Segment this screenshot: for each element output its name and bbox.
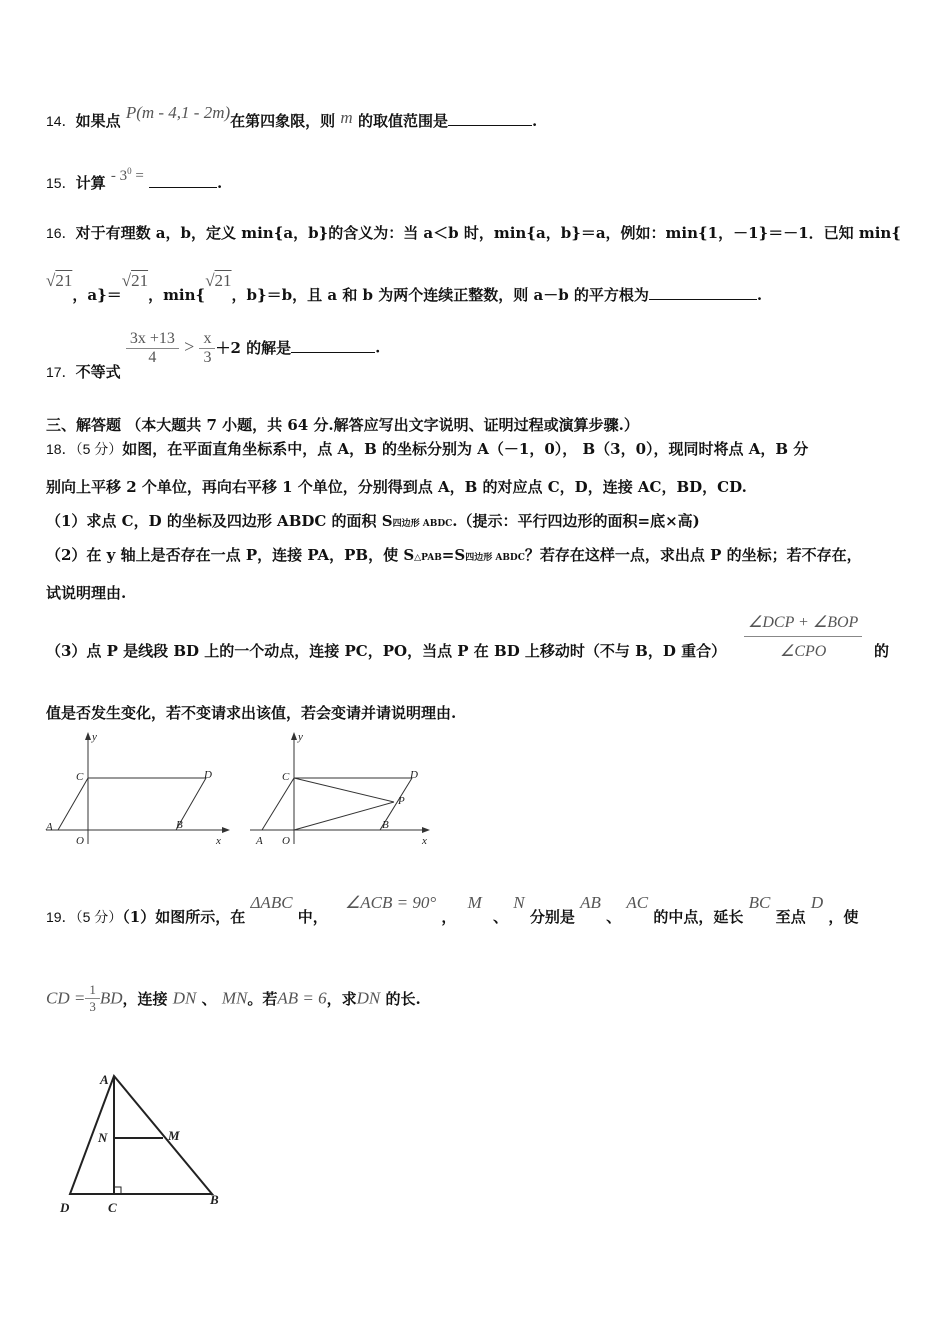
segment-cp [294,778,394,802]
question-18-part3-cont: 值是否发生变化，若不变请求出该值，若会变请并请说明理由. [46,704,457,722]
section-title: 三、解答题 （本大题共 7 小题，共 64 分.解答应写出文字说明、证明过程或演算步骤.） [46,416,639,434]
x-axis-arrow [422,827,430,833]
answer-blank[interactable] [149,173,217,188]
answer-blank[interactable] [448,111,532,126]
question-18-part3: （3）点 P 是线段 BD 上的一个动点，连接 PC，PO，当点 P 在 BD 上移动时（不与 B，D 重合） [46,642,727,660]
label-d: D [204,769,212,781]
question-19: 19．（5 分）（1）如图所示，在 ΔABC 中， ∠ACB = 90° ， M 、 N 分别是 AB 、 AC 的中点，延长 BC 至点 D ，使 [46,893,859,926]
label-a: A [100,1072,109,1087]
answer-blank[interactable] [291,338,375,353]
question-18-line2: 别向上平移 2 个单位，再向右平移 1 个单位，分别得到点 A，B 的对应点 C，D，连接 AC，BD，CD. [46,478,747,496]
fraction-2: $\frac{x}{3}$ [199,330,215,367]
question-18-part2: （2）在 y 轴上是否存在一点 P，连接 PA，PB，使 S△PAB=S四边形 ABDC？若存在这样一点，求出点 P 的坐标；若不存在， [46,546,862,564]
question-number: 18． [46,441,76,457]
triangle-adb [70,1076,212,1194]
segment-op [294,802,394,830]
label-y: y [298,731,303,743]
question-number: 19． [46,909,76,925]
y-axis-arrow [291,732,297,740]
label-o: O [76,835,84,847]
sqrt-21: √21 [46,271,73,290]
question-18: 18．（5 分）如图，在平面直角坐标系中，点 A，B 的坐标分别为 A（－1，0）， B（3，0），现同时将点 A，B 分 [46,440,809,458]
triangle-figure [50,1062,240,1222]
x-axis-arrow [222,827,230,833]
question-17: 17．不等式 $\frac{3x +13}{4}$ > $\frac{x}{3}$ ＋2 的解是 . [46,330,381,381]
label-d: D [60,1200,70,1215]
answer-blank[interactable] [649,285,757,300]
coordinate-figure-1 [40,728,240,848]
point-expression: P(m - 4,1 - 2m) [125,103,231,122]
question-number: 14． [46,113,76,129]
right-angle-mark [114,1187,121,1194]
label-o: O [282,835,290,847]
label-c: C [108,1200,117,1215]
question-16: 16．对于有理数 a，b，定义 min{a，b}的含义为：当 a＜b 时，min{a，b}＝a，例如：min{1，－1}＝－1．已知 min{ [46,224,901,242]
parallelogram-abdc [58,778,206,830]
label-a: A [46,821,53,833]
question-15: 15．计算 - $3^0$ = . [46,166,223,192]
fraction-1: $\frac{3x +13}{4}$ [126,330,179,367]
question-18-part1: （1）求点 C，D 的坐标及四边形 ABDC 的面积 S四边形 ABDC.（提示：平行四边形的面积=底×高) [46,512,700,530]
label-n: N [98,1130,108,1145]
label-d: D [410,769,418,781]
label-b: B [176,819,183,831]
coordinate-figure-2 [246,728,446,848]
sqrt-21: √21 [121,271,149,290]
sqrt-21: √21 [205,271,232,290]
label-x: x [216,835,221,847]
question-number: 16． [46,225,76,241]
label-m: M [168,1128,180,1143]
question-16-line2: √21，a}＝√21，min{√21，b}＝b，且 a 和 b 为两个连续正整数，则 a－b 的平方根为 . [46,271,763,304]
y-axis-arrow [85,732,91,740]
label-x: x [422,835,427,847]
question-number: 15． [46,175,76,191]
question-18-part2-cont: 试说明理由. [46,584,127,602]
label-y: y [92,731,97,743]
label-b: B [210,1192,219,1207]
label-a: A [256,835,263,847]
question-14: 14．如果点 P(m - 4,1 - 2m)在第四象限，则 m 的取值范围是 . [46,103,538,130]
parallelogram-abdc [262,778,412,830]
label-c: C [282,771,290,783]
question-19-line2: CD = $\frac{1}{3}$ BD，连接 DN 、 MN。若AB = 6，求DN 的长. [46,982,421,1014]
angle-fraction: $\frac{\text{∠DCP + ∠BOP}}{\text{∠CPO}}$ [744,612,862,661]
fraction-one-third: $\frac{1}{3}$ [85,982,100,1015]
label-c: C [76,771,84,783]
question-number: 17． [46,363,76,380]
label-b: B [382,819,389,831]
label-p: P [398,795,405,807]
